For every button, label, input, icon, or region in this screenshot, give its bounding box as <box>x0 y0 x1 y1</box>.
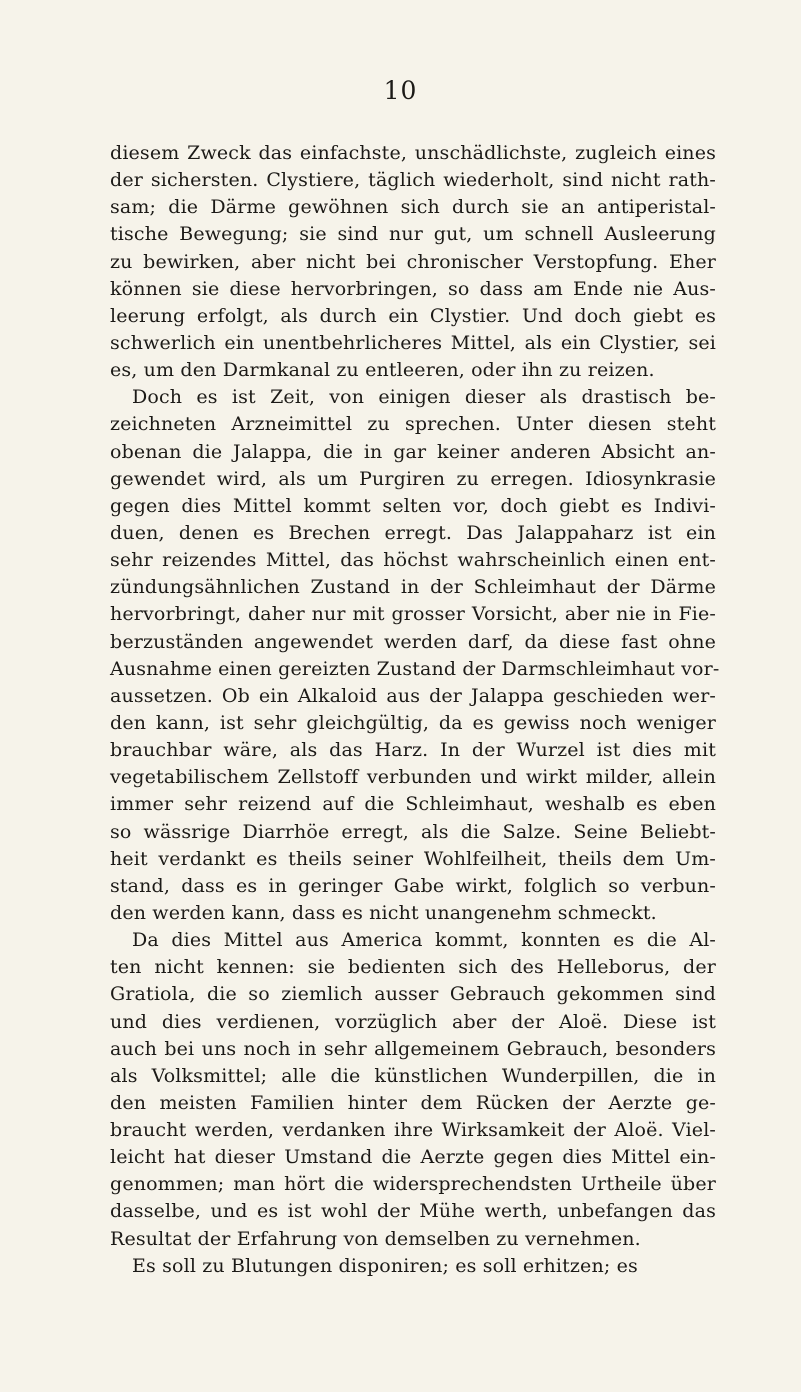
text-line: es, um den Darmkanal zu entleeren, oder ihn zu reizen. <box>110 359 655 382</box>
text-line: leicht hat dieser Umstand die Aerzte gegen dies Mittel ein- <box>110 1146 716 1169</box>
text-line: Doch es ist Zeit, von einigen dieser als drastisch be- <box>132 386 716 409</box>
text-line: auch bei uns noch in sehr allgemeinem Gebrauch, besonders <box>110 1037 716 1060</box>
text-line: Resultat der Erfahrung von demselben zu vernehmen. <box>110 1227 641 1250</box>
text-line: den kann, ist sehr gleichgültig, da es gewiss noch weniger <box>110 711 716 734</box>
text-line: Es soll zu Blutungen disponiren; es soll erhitzen; es <box>132 1254 638 1277</box>
text-line: zündungsähnlichen Zustand in der Schleimhaut der Därme <box>110 576 716 599</box>
text-line: tische Bewegung; sie sind nur gut, um schnell Ausleerung <box>110 223 716 246</box>
text-line: aussetzen. Ob ein Alkaloid aus der Jalappa geschieden wer- <box>110 684 716 707</box>
text-line: Ausnahme einen gereizten Zustand der Darmschleimhaut vor- <box>110 657 720 680</box>
text-line: sehr reizendes Mittel, das höchst wahrscheinlich einen ent- <box>110 549 716 572</box>
text-line: braucht werden, verdanken ihre Wirksamkeit der Aloë. Viel- <box>110 1119 716 1142</box>
text-line: dasselbe, und es ist wohl der Mühe werth, unbefangen das <box>110 1200 716 1223</box>
text-line: leerung erfolgt, als durch ein Clystier. Und doch giebt es <box>110 304 716 327</box>
text-line: vegetabilischem Zellstoff verbunden und wirkt milder, allein <box>110 766 716 789</box>
text-line: als Volksmittel; alle die künstlichen Wunderpillen, die in <box>110 1064 716 1087</box>
text-line: sam; die Därme gewöhnen sich durch sie an antiperistal- <box>110 196 716 219</box>
text-line: diesem Zweck das einfachste, unschädlichste, zugleich eines <box>110 142 716 164</box>
text-line: obenan die Jalappa, die in gar keiner anderen Absicht an- <box>110 440 716 463</box>
text-line: der sichersten. Clystiere, täglich wiederholt, sind nicht rath- <box>110 169 716 192</box>
text-line: gegen dies Mittel kommt selten vor, doch giebt es Indivi- <box>110 494 716 517</box>
text-line: können sie diese hervorbringen, so dass am Ende nie Aus- <box>110 277 716 300</box>
text-line: so wässrige Diarrhöe erregt, als die Salze. Seine Beliebt- <box>110 820 716 843</box>
body-text <box>110 140 720 1280</box>
text-line: berzuständen angewendet werden darf, da diese fast ohne <box>110 630 716 653</box>
text-line: und dies verdienen, vorzüglich aber der Aloë. Diese ist <box>110 1010 716 1033</box>
text-line: duen, denen es Brechen erregt. Das Jalappaharz ist ein <box>110 521 716 544</box>
text-line: gewendet wird, als um Purgiren zu erregen. Idiosynkrasie <box>110 467 716 490</box>
text-line: ten nicht kennen: sie bedienten sich des Helleborus, der <box>110 956 716 979</box>
text-line: genommen; man hört die widersprechendsten Urtheile über <box>110 1173 716 1196</box>
text-line: Da dies Mittel aus America kommt, konnten es die Al- <box>132 929 716 952</box>
page-number: 10 <box>383 76 418 105</box>
text-line: zu bewirken, aber nicht bei chronischer Verstopfung. Eher <box>110 250 716 273</box>
text-line: den meisten Familien hinter dem Rücken der Aerzte ge- <box>110 1091 716 1114</box>
text-line: immer sehr reizend auf die Schleimhaut, weshalb es eben <box>110 793 716 816</box>
text-line: Gratiola, die so ziemlich ausser Gebrauch gekommen sind <box>110 983 716 1006</box>
text-line: schwerlich ein unentbehrlicheres Mittel, als ein Clystier, sei <box>110 331 716 354</box>
text-line: stand, dass es in geringer Gabe wirkt, folglich so verbun- <box>110 874 716 897</box>
text-line: den werden kann, dass es nicht unangenehm schmeckt. <box>110 901 657 924</box>
text-line: zeichneten Arzneimittel zu sprechen. Unter diesen steht <box>110 413 716 436</box>
text-line: hervorbringt, daher nur mit grosser Vorsicht, aber nie in Fie- <box>110 603 716 626</box>
text-line: heit verdankt es theils seiner Wohlfeilheit, theils dem Um- <box>110 847 716 870</box>
text-line: brauchbar wäre, als das Harz. In der Wurzel ist dies mit <box>110 739 716 762</box>
